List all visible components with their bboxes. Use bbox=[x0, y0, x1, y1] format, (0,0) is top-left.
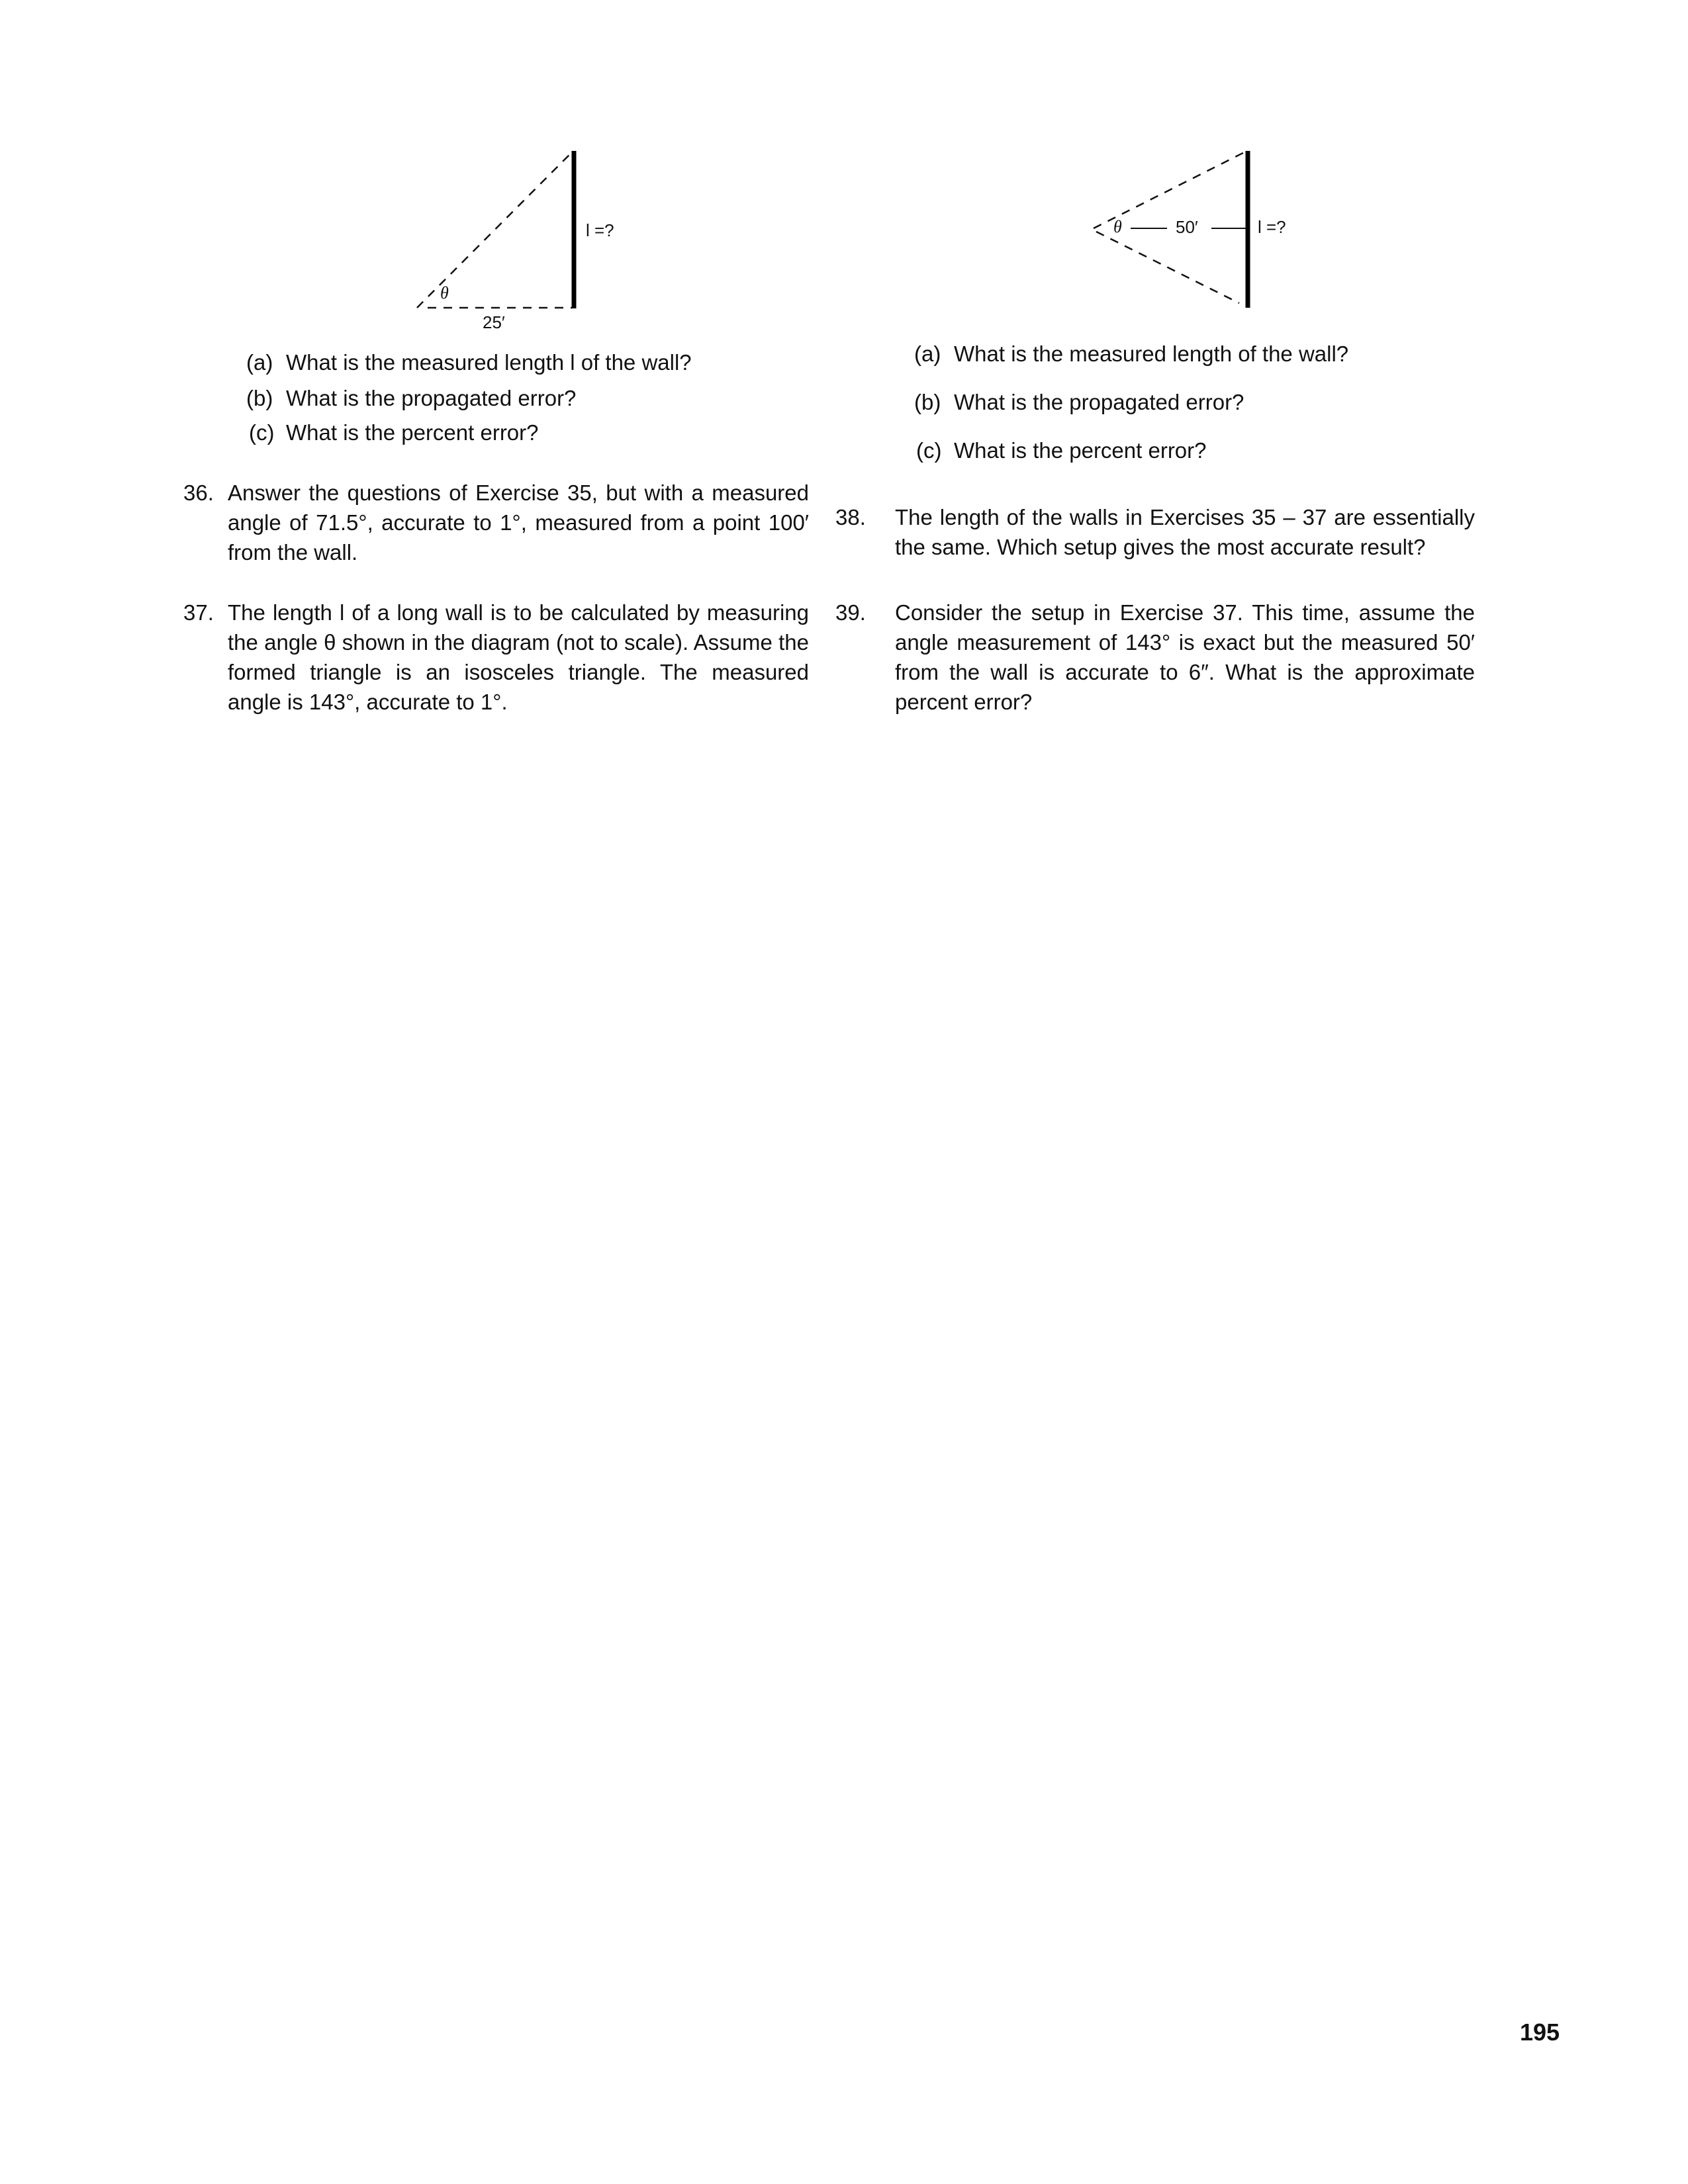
part-text: What is the percent error? bbox=[286, 420, 539, 445]
exercise-text: Answer the questions of Exercise 35, but with a measured angle of 71.5°, accurate to 1°, measured from a point 100′ from the wall. bbox=[228, 480, 809, 565]
lower-dashed-line bbox=[1096, 232, 1239, 303]
exercise-text: The length l of a long wall is to be calculated by measuring the angle θ shown in the diagram (not to scale). Assume the formed triangle is an isosceles triangle. The measured angle is 143°, accurate to 1°. bbox=[228, 600, 809, 714]
distance-label: 50′ bbox=[1176, 217, 1198, 237]
wall-length-label: l =? bbox=[1258, 217, 1286, 237]
wall-length-label: l =? bbox=[586, 220, 614, 240]
angle-theta-label: θ bbox=[440, 283, 449, 302]
ex37-part-a bbox=[914, 341, 1348, 367]
ex35-part-a bbox=[246, 349, 692, 376]
part-label: (b) bbox=[246, 386, 273, 410]
part-text: What is the measured length of the wall? bbox=[954, 341, 1349, 366]
part-label: (b) bbox=[914, 390, 941, 414]
page-number: 195 bbox=[1520, 2019, 1560, 2046]
ex35-part-b bbox=[246, 385, 576, 412]
angle-theta-label: θ bbox=[1113, 217, 1122, 236]
isosceles-triangle-diagram bbox=[0, 0, 1390, 357]
part-label: (a) bbox=[246, 350, 273, 375]
part-text: What is the propagated error? bbox=[954, 390, 1244, 414]
exercise-number: 37. bbox=[183, 600, 214, 625]
exercise-number: 36. bbox=[183, 480, 214, 505]
part-label: (c) bbox=[249, 420, 275, 445]
ex37-part-c bbox=[916, 437, 1207, 464]
exercise-number: 38. bbox=[835, 505, 866, 529]
part-text: What is the propagated error? bbox=[286, 386, 577, 410]
exercise-text: The length of the walls in Exercises 35 – 37 are essentially the same. Which setup gives the most accurate result? bbox=[895, 505, 1475, 559]
exercise-number: 39. bbox=[835, 600, 866, 625]
base-length-label: 25′ bbox=[483, 312, 505, 332]
ex37-part-b bbox=[914, 389, 1244, 416]
ex35-part-c bbox=[249, 420, 539, 446]
part-label: (a) bbox=[914, 341, 941, 366]
part-text: What is the percent error? bbox=[954, 438, 1207, 463]
part-label: (c) bbox=[916, 438, 942, 463]
part-text: What is the measured length l of the wall? bbox=[286, 350, 692, 375]
exercise-text: Consider the setup in Exercise 37. This time, assume the angle measurement of 143° is exact but the measured 50′ from the wall is accurate to 6″. What is the approximate percent error? bbox=[895, 600, 1475, 714]
